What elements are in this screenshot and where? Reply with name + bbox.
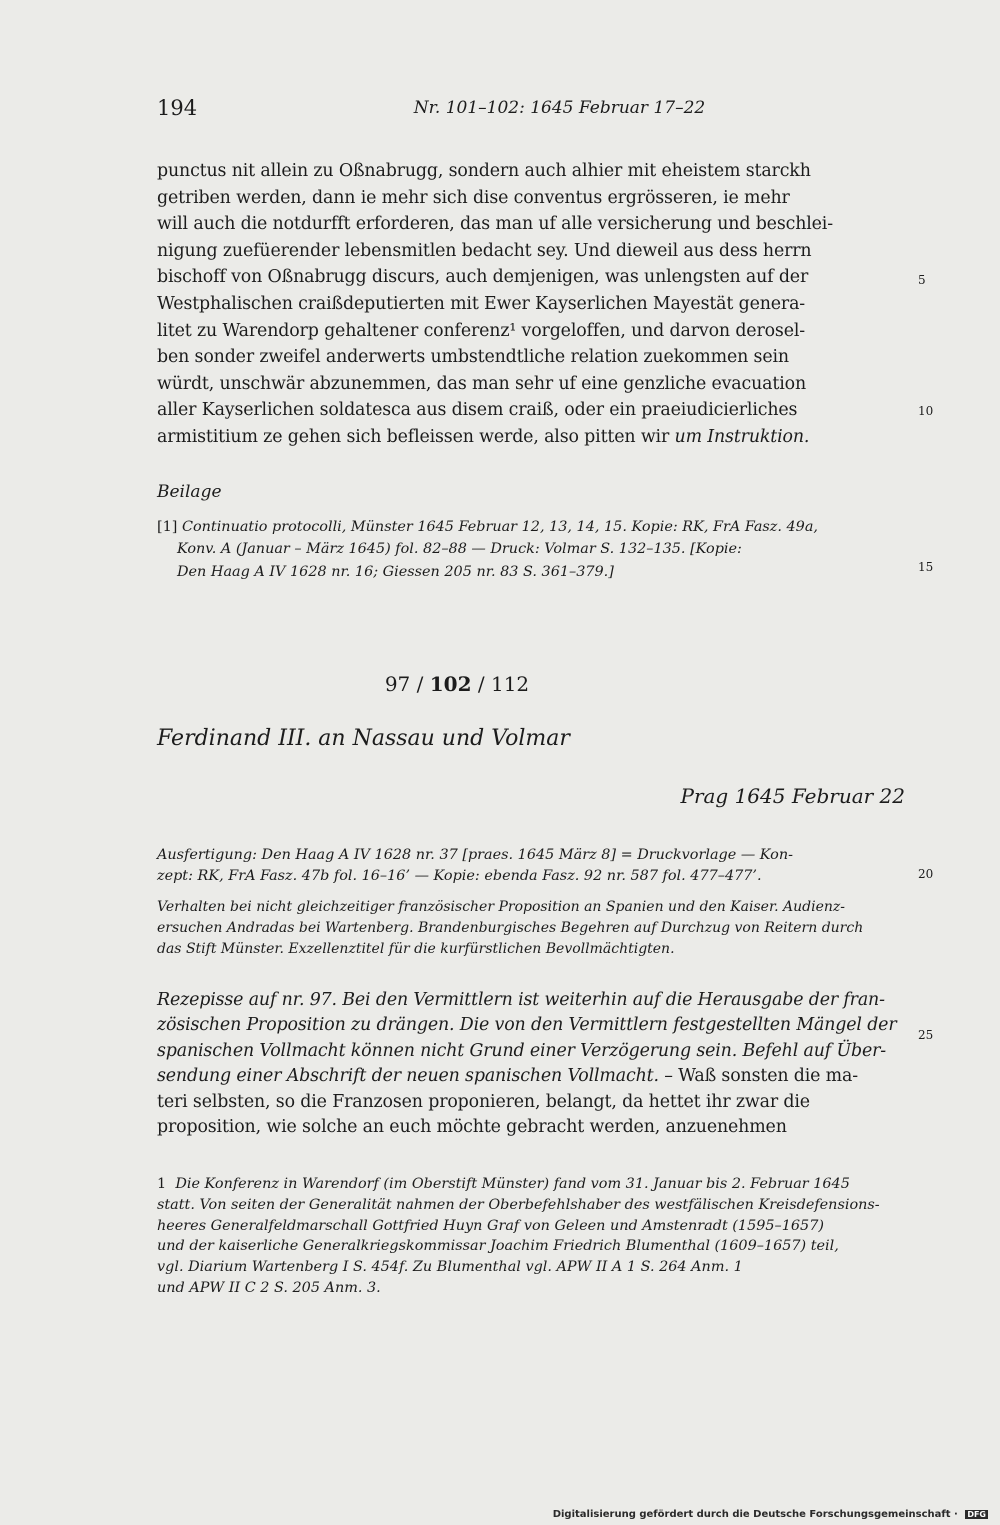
separator: / xyxy=(416,672,424,696)
beilage-line xyxy=(157,561,905,583)
line-number: 10 xyxy=(918,404,934,418)
body-line: getriben werden, dann ie mehr sich dise conventus ergrösseren, ie mehr xyxy=(157,187,790,208)
body-line: proposition, wie solche an euch möchte gebracht werden, anzuenehmen xyxy=(157,1117,787,1138)
footnote-text: Die Konferenz in Warendorf (im Oberstift Münster) fand vom 31. Januar bis 2. Februar 1645 xyxy=(175,1176,850,1192)
dateline: Prag 1645 Februar 22 xyxy=(680,784,905,808)
line-number: 20 xyxy=(918,867,934,881)
footnote-line xyxy=(157,1174,905,1195)
funding-footer xyxy=(553,1509,988,1520)
body-line: Rezepisse auf nr. 97. Bei den Vermittlern ist weiterhin auf die Herausgabe der fran- xyxy=(157,990,885,1010)
beilage-line xyxy=(157,538,905,560)
line-number: 25 xyxy=(918,1028,934,1042)
beilage-line xyxy=(157,516,905,538)
next-document-number: 112 xyxy=(490,672,530,696)
footer-text: Digitalisierung gefördert durch die Deutsche Forschungsgemeinschaft · xyxy=(552,1509,958,1520)
beilage-number: [1] xyxy=(157,519,178,535)
body-line: punctus nit allein zu Oßnabrugg, sondern auch alhier mit eheistem starckh xyxy=(157,161,811,181)
line-number: 15 xyxy=(918,560,934,574)
regest-line: das Stift Münster. Exzellenztitel für die kurfürstlichen Bevollmächtigten. xyxy=(157,941,675,957)
body-line: litet zu Warendorp gehaltener conferenz¹ vorgeloffen, und darvon derosel- xyxy=(157,320,805,341)
beilage-text: Den Haag A IV 1628 nr. 16; Giessen 205 nr. 83 S. 361–379.] xyxy=(177,563,614,580)
beilage-text: Continuatio protocolli, Münster 1645 Februar 12, 13, 14, 15. Kopie: RK, FrA Fasz. 49a, xyxy=(181,519,818,535)
body-line: zösischen Proposition zu drängen. Die von den Vermittlern festgestellten Mängel der xyxy=(157,1015,897,1036)
document-number xyxy=(157,672,757,696)
body-line-plain: armistitium ze gehen sich befleissen werde, also pitten wir xyxy=(157,426,675,447)
body-line: Westphalischen craißdeputierten mit Ewer Kayserlichen Mayestät genera- xyxy=(157,293,806,314)
footnote xyxy=(157,1174,905,1299)
beilage-text: Konv. A (Januar – März 1645) fol. 82–88 — Druck: Volmar S. 132–135. [Kopie: xyxy=(177,541,742,558)
body-line: nigung zuefüerender lebensmitlen bedacht sey. Und dieweil aus dess herrn xyxy=(157,240,812,261)
body-line: teri selbsten, so die Franzosen proponieren, belangt, da hettet ihr zwar die xyxy=(157,1091,810,1112)
document-title: Ferdinand III. an Nassau und Volmar xyxy=(157,726,570,751)
source-line: Ausfertigung: Den Haag A IV 1628 nr. 37 [praes. 1645 März 8] = Druckvorlage — Kon- xyxy=(157,847,793,863)
footnote-line: statt. Von seiten der Generalität nahmen der Oberbefehlshaber des westfälischen Kreisdefensions- xyxy=(157,1196,880,1213)
beilage-heading: Beilage xyxy=(157,482,222,502)
dfg-logo-icon: DFG xyxy=(967,1510,986,1519)
body-line xyxy=(157,1064,905,1089)
body-line: ben sonder zweifel anderwerts umbstendtliche relation zuekommen sein xyxy=(157,347,789,368)
regest xyxy=(157,897,905,960)
body-line: spanischen Vollmacht können nicht Grund einer Verzögerung sein. Befehl auf Über- xyxy=(157,1040,886,1061)
source-line: zept: RK, FrA Fasz. 47b fol. 16–16’ — Kopie: ebenda Fasz. 92 nr. 587 fol. 477–477’. xyxy=(157,868,762,884)
running-title: Nr. 101–102: 1645 Februar 17–22 xyxy=(413,98,706,118)
line-number: 5 xyxy=(918,273,926,287)
body-line-italic: sendung einer Abschrift der neuen spanischen Vollmacht. xyxy=(157,1066,659,1087)
body-line: bischoff von Oßnabrugg discurs, auch demjenigen, was unlengsten auf der xyxy=(157,267,809,288)
footnote-marker: 1 xyxy=(157,1176,167,1192)
footnote-line: heeres Generalfeldmarschall Gottfried Huyn Graf von Geleen und Amstenradt (1595–1657) xyxy=(157,1217,824,1234)
beilage-entry xyxy=(157,516,905,583)
regest-line: ersuchen Andradas bei Wartenberg. Brandenburgisches Begehren auf Durchzug von Reitern durch xyxy=(157,920,864,936)
prev-document-number: 97 xyxy=(384,672,411,696)
footnote-line: und APW II C 2 S. 205 Anm. 3. xyxy=(157,1279,381,1296)
regest-line: Verhalten bei nicht gleichzeitiger französischer Proposition an Spanien und den Kaiser. Audienz- xyxy=(157,899,845,915)
body-line-plain: – Waß sonsten die ma- xyxy=(658,1066,858,1087)
page-number: 194 xyxy=(157,96,198,120)
document-body xyxy=(157,988,905,1140)
separator: / xyxy=(477,672,485,696)
body-line: will auch die notdurfft erforderen, das man uf alle versicherung und beschlei- xyxy=(157,214,833,235)
body-line: würdt, unschwär abzunemmen, das man sehr uf eine genzliche evacuation xyxy=(157,373,806,394)
footnote-line: und der kaiserliche Generalkriegskommissar Joachim Friedrich Blumenthal (1609–1657) teil, xyxy=(157,1238,839,1255)
body-text-continuation xyxy=(157,158,905,451)
current-document-number: 102 xyxy=(429,672,472,696)
body-line xyxy=(157,424,905,451)
source-note xyxy=(157,845,905,887)
body-line: aller Kayserlichen soldatesca aus disem craiß, oder ein praeiudicierliches xyxy=(157,400,798,421)
running-header xyxy=(157,96,902,126)
body-line-italic: um Instruktion. xyxy=(674,426,810,447)
footnote-line: vgl. Diarium Wartenberg I S. 454f. Zu Blumenthal vgl. APW II A 1 S. 264 Anm. 1 xyxy=(157,1259,743,1276)
